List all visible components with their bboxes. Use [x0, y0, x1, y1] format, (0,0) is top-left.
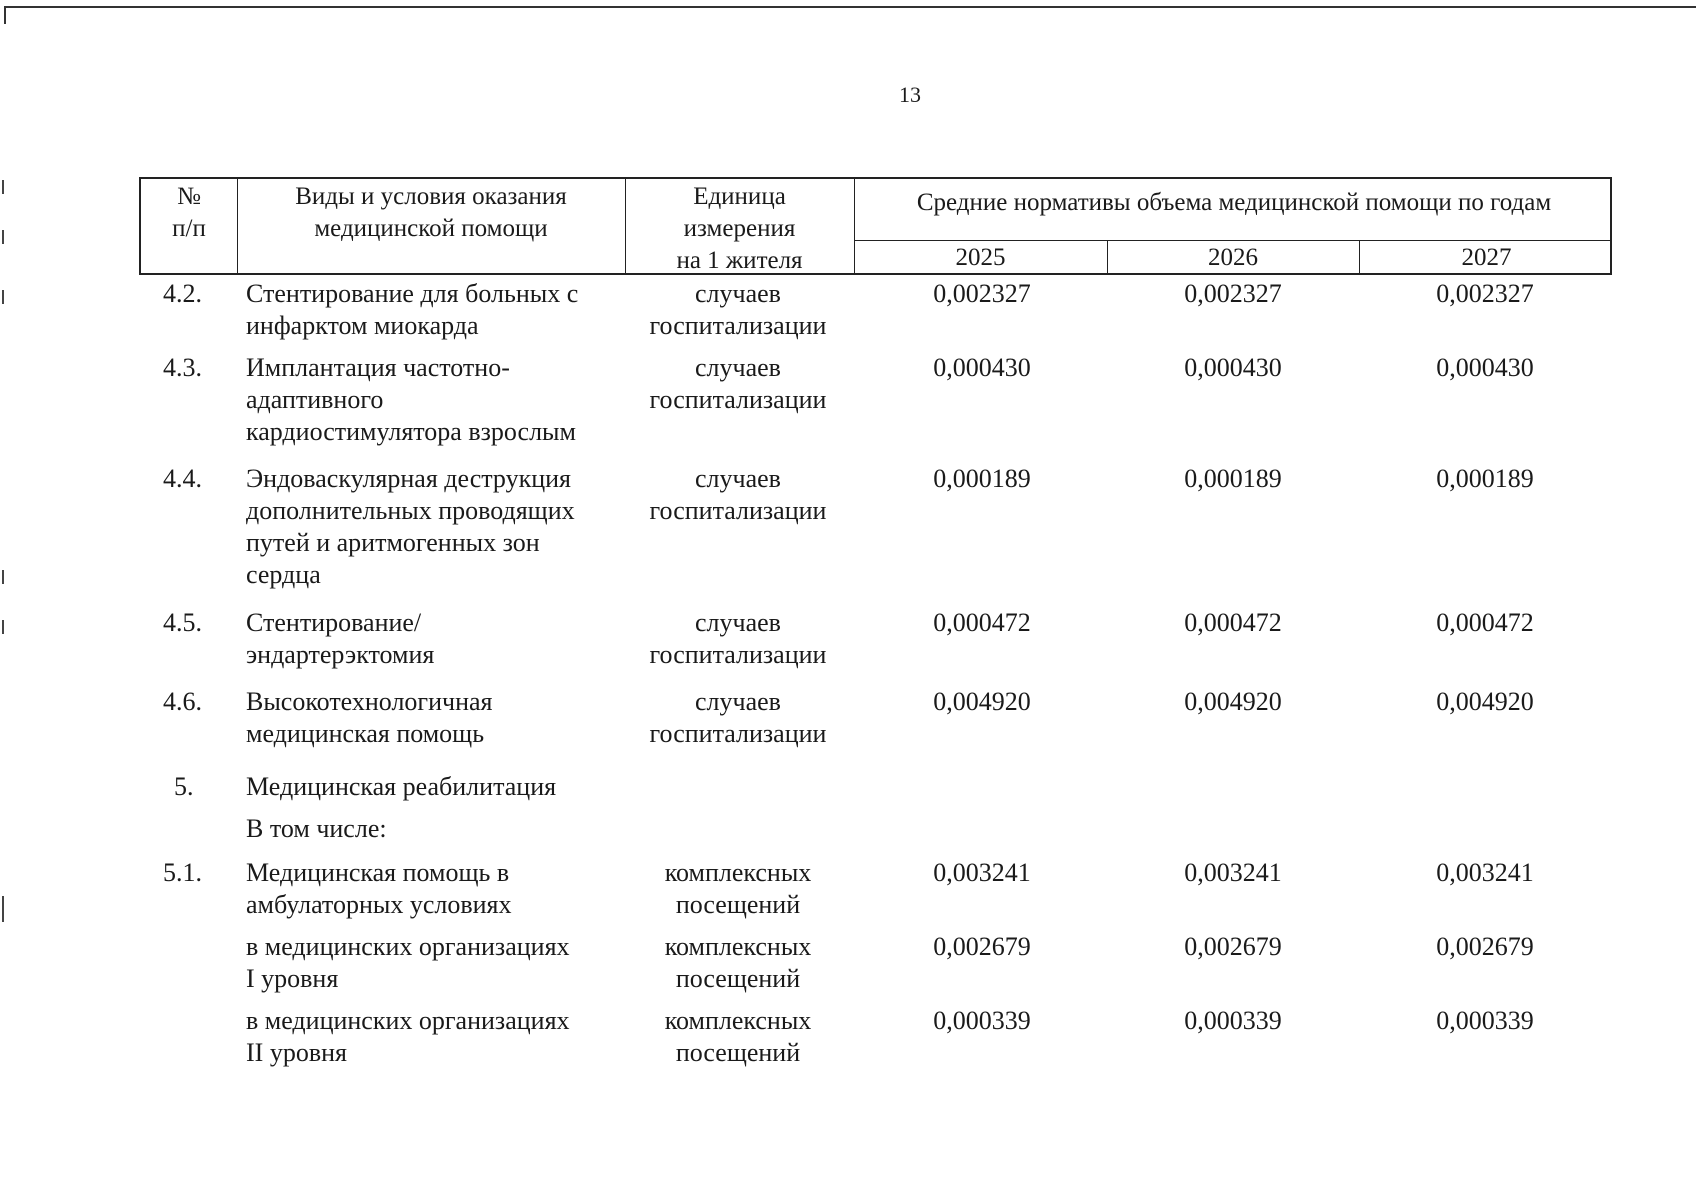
row-type [246, 278, 626, 342]
row-unit-line: госпитализации [649, 496, 827, 525]
row-type-line: Имплантация частотно- [246, 353, 510, 382]
row-unit-line: госпитализации [649, 385, 827, 414]
page-top-border [4, 6, 1696, 8]
scan-mark [2, 896, 4, 922]
row-type-line: Стентирование для больных с [246, 279, 579, 308]
row-unit-line: случаев [695, 279, 781, 308]
row-value-2026: 0,002679 [1184, 932, 1282, 961]
row-value-2025: 0,002679 [933, 932, 1031, 961]
row-value-2025: 0,004920 [933, 687, 1031, 716]
row-unit-line: случаев [695, 353, 781, 382]
scan-mark [2, 290, 4, 304]
row-number: 5. [174, 772, 194, 801]
row-value-2026: 0,000430 [1184, 353, 1282, 382]
row-number: 4.6. [163, 687, 202, 716]
row-type-line: Стентирование/ [246, 608, 422, 637]
header-year-2026: 2026 [1208, 244, 1258, 271]
row-value-2025: 0,002327 [933, 279, 1031, 308]
row-type-line: Эндоваскулярная деструкция [246, 464, 571, 493]
row-value-2026: 0,004920 [1184, 687, 1282, 716]
table-header [139, 177, 1612, 275]
header-number-line: № [177, 183, 201, 210]
row-unit-line: посещений [675, 890, 801, 919]
row-type-line: инфарктом миокарда [246, 311, 479, 340]
row-unit [628, 607, 848, 671]
row-value-2025: 0,000430 [933, 353, 1031, 382]
row-type-line: I уровня [246, 964, 339, 993]
scan-mark [2, 570, 4, 584]
row-number: 4.3. [163, 353, 202, 382]
row-type-line: Медицинская помощь в [246, 858, 510, 887]
row-unit-line: госпитализации [649, 311, 827, 340]
row-unit [628, 352, 848, 416]
row-unit-line: случаев [695, 464, 781, 493]
row-number: 5.1. [163, 858, 202, 887]
page-number: 13 [899, 82, 921, 107]
header-unit-line: на 1 жителя [676, 247, 803, 274]
row-unit-line: посещений [675, 964, 801, 993]
row-value-2025: 0,000339 [933, 1006, 1031, 1035]
row-type-line: амбулаторных условиях [246, 890, 512, 919]
row-value-2026: 0,000339 [1184, 1006, 1282, 1035]
row-value-2027: 0,000339 [1436, 1006, 1534, 1035]
row-type [246, 771, 626, 803]
page-corner-border [4, 6, 6, 24]
row-value-2027: 0,003241 [1436, 858, 1534, 887]
row-unit-line: комплексных [664, 858, 812, 887]
row-number: 4.4. [163, 464, 202, 493]
header-type [237, 181, 625, 245]
row-type [246, 352, 626, 448]
row-unit-line: случаев [695, 608, 781, 637]
header-number-line: п/п [172, 215, 206, 242]
row-unit [628, 278, 848, 342]
row-type-line: в медицинских организациях [246, 932, 570, 961]
row-value-2027: 0,002327 [1436, 279, 1534, 308]
row-unit [628, 463, 848, 527]
row-type [246, 931, 626, 995]
row-type-line: в медицинских организациях [246, 1006, 570, 1035]
row-unit-line: комплексных [664, 1006, 812, 1035]
row-type-line: II уровня [246, 1038, 347, 1067]
row-unit [628, 857, 848, 921]
row-type-line: медицинская помощь [246, 719, 485, 748]
header-subdivider [854, 240, 1610, 241]
row-value-2027: 0,000430 [1436, 353, 1534, 382]
row-value-2026: 0,000189 [1184, 464, 1282, 493]
row-type-line: путей и аритмогенных зон [246, 528, 540, 557]
row-type-line: сердца [246, 560, 321, 589]
header-year-2025: 2025 [955, 244, 1006, 271]
row-type-line: эндартерэктомия [246, 640, 435, 669]
row-unit-line: госпитализации [649, 640, 827, 669]
row-value-2027: 0,000472 [1436, 608, 1534, 637]
header-unit-line: измерения [683, 215, 796, 242]
row-type [246, 686, 626, 750]
header-unit [625, 181, 854, 277]
header-type-line: медицинской помощи [314, 215, 548, 242]
row-type-line: кардиостимулятора взрослым [246, 417, 576, 446]
row-unit [628, 686, 848, 750]
row-type-line: Высокотехнологичная [246, 687, 493, 716]
header-unit-line: Единица [693, 183, 786, 210]
row-unit-line: посещений [675, 1038, 801, 1067]
row-type [246, 607, 626, 671]
header-type-line: Виды и условия оказания [295, 183, 567, 210]
row-value-2026: 0,002327 [1184, 279, 1282, 308]
scan-mark [2, 620, 4, 634]
row-unit-line: случаев [695, 687, 781, 716]
row-type [246, 1005, 626, 1069]
row-unit-line: госпитализации [649, 719, 827, 748]
row-value-2025: 0,000472 [933, 608, 1031, 637]
scan-mark [2, 180, 4, 194]
header-number [141, 181, 237, 245]
row-value-2027: 0,002679 [1436, 932, 1534, 961]
row-value-2027: 0,004920 [1436, 687, 1534, 716]
row-type-line: В том числе: [246, 814, 387, 843]
row-value-2027: 0,000189 [1436, 464, 1534, 493]
row-type-line: дополнительных проводящих [246, 496, 575, 525]
row-value-2025: 0,003241 [933, 858, 1031, 887]
header-year-2027: 2027 [1461, 244, 1512, 271]
row-type [246, 857, 626, 921]
row-unit [628, 1005, 848, 1069]
row-type [246, 463, 626, 591]
row-unit [628, 931, 848, 995]
header-group: Средние нормативы объема медицинской помощи по годам [916, 189, 1552, 216]
row-value-2026: 0,003241 [1184, 858, 1282, 887]
scan-mark [2, 230, 4, 244]
row-number: 4.2. [163, 279, 202, 308]
row-type-line: адаптивного [246, 385, 384, 414]
row-number: 4.5. [163, 608, 202, 637]
row-type-line: Медицинская реабилитация [246, 772, 557, 801]
row-value-2026: 0,000472 [1184, 608, 1282, 637]
row-unit-line: комплексных [664, 932, 812, 961]
row-type [246, 813, 626, 845]
row-value-2025: 0,000189 [933, 464, 1031, 493]
